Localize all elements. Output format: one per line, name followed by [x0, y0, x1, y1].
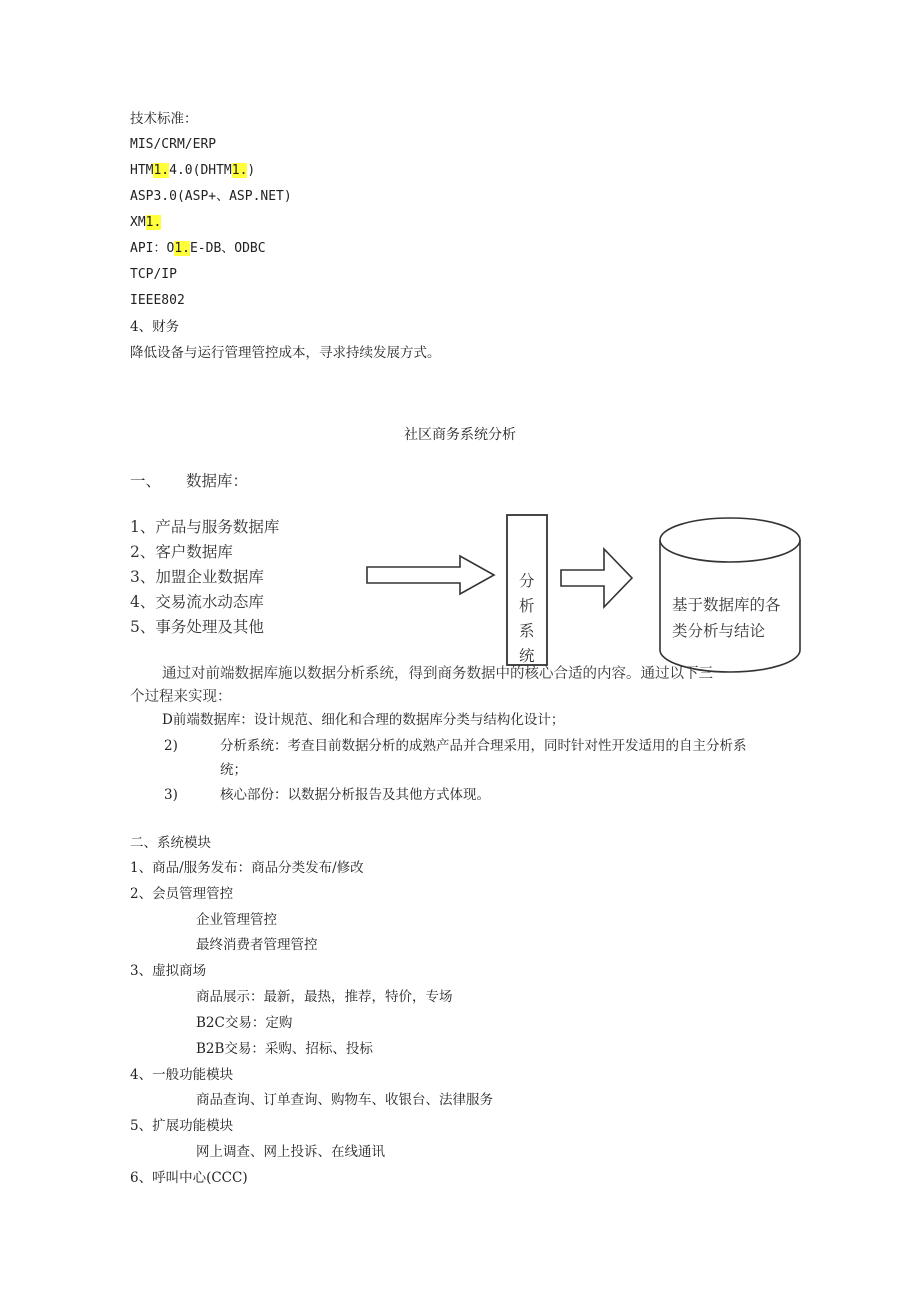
box-char: 系: [519, 622, 535, 640]
text-run: HTM: [130, 163, 154, 178]
cylinder-top: [660, 518, 800, 562]
module-item: 5、扩展功能模块: [130, 1118, 234, 1134]
cylinder-label: 类分析与结论: [672, 622, 766, 640]
tech-line-asp: ASP3.0(ASP+、ASP.NET): [130, 189, 292, 204]
db-item: 3、加盟企业数据库: [130, 568, 264, 586]
db-heading: 数据库：: [186, 472, 249, 490]
text-run: XM: [130, 215, 146, 230]
box-char: 分: [519, 572, 535, 590]
db-paragraph: 通过对前端数据库施以数据分析系统，得到商务数据中的核心合适的内容。通过以下三: [162, 666, 713, 682]
module-subitem: 企业管理管控: [196, 912, 277, 928]
text-run: ): [247, 163, 256, 178]
module-subitem: B2C交易：定购: [196, 1015, 293, 1031]
db-item: 4、交易流水动态库: [130, 593, 264, 611]
module-subitem: 网上调查、网上投诉、在线通讯: [196, 1144, 385, 1160]
module-item: 3、虚拟商场: [130, 963, 207, 979]
module-subitem: 最终消费者管理管控: [196, 937, 318, 953]
highlight-run: 1.: [145, 215, 162, 230]
text-run: 4.0(DHTM: [169, 163, 232, 178]
finance-text: 降低设备与运行管理管控成本，寻求持续发展方式。: [130, 345, 441, 361]
step-3: 核心部份：以数据分析报告及其他方式体现。: [220, 787, 490, 803]
modules-heading: 二、系统模块: [130, 835, 211, 851]
highlight-run: 1.: [153, 163, 170, 178]
tech-heading: 技术标准：: [130, 111, 198, 127]
step-2: 分析系统：考查目前数据分析的成熟产品并合理采用，同时针对性开发适用的自主分析系: [220, 738, 747, 754]
module-subitem: 商品展示：最新，最热，推荐，特价，专场: [196, 989, 453, 1005]
db-heading-number: 一、: [130, 472, 162, 490]
cylinder-label: 基于数据库的各: [672, 596, 781, 614]
db-paragraph-cont: 个过程来实现：: [130, 689, 232, 705]
step-2-cont: 统；: [220, 762, 247, 778]
arrow-shape: [561, 549, 632, 607]
highlight-run: 1.: [231, 163, 248, 178]
box-char: 析: [519, 597, 535, 615]
module-item: 1、商品/服务发布：商品分类发布/修改: [130, 860, 364, 876]
db-item: 1、产品与服务数据库: [130, 518, 280, 536]
tech-line-mis: MIS/CRM/ERP: [130, 137, 217, 152]
text-run: API：O: [130, 241, 175, 256]
page-title: 社区商务系统分析: [404, 427, 516, 443]
db-item: 2、客户数据库: [130, 543, 233, 561]
arrow-shape: [367, 556, 494, 594]
module-item: 2、会员管理管控: [130, 886, 234, 902]
finance-heading: 4、财务: [130, 319, 180, 335]
module-subitem: B2B交易：采购、招标、投标: [196, 1041, 373, 1057]
module-subitem: 商品查询、订单查询、购物车、收银台、法律服务: [196, 1092, 493, 1108]
text-run: E-DB、ODBC: [189, 241, 266, 256]
highlight-run: 1.: [174, 241, 190, 256]
step-1: D前端数据库：设计规范、细化和合理的数据库分类与结构化设计；: [162, 712, 565, 728]
tech-line-tcp: TCP/IP: [130, 267, 177, 282]
module-item: 4、一般功能模块: [130, 1067, 234, 1083]
module-item: 6、呼叫中心(CCC): [130, 1170, 248, 1186]
box-char: 统: [519, 647, 535, 665]
step-2-number: 2): [164, 738, 178, 754]
db-item: 5、事务处理及其他: [130, 618, 264, 636]
analysis-box: [507, 515, 547, 665]
tech-line-ieee: IEEE802: [130, 293, 185, 308]
step-3-number: 3): [164, 787, 178, 803]
